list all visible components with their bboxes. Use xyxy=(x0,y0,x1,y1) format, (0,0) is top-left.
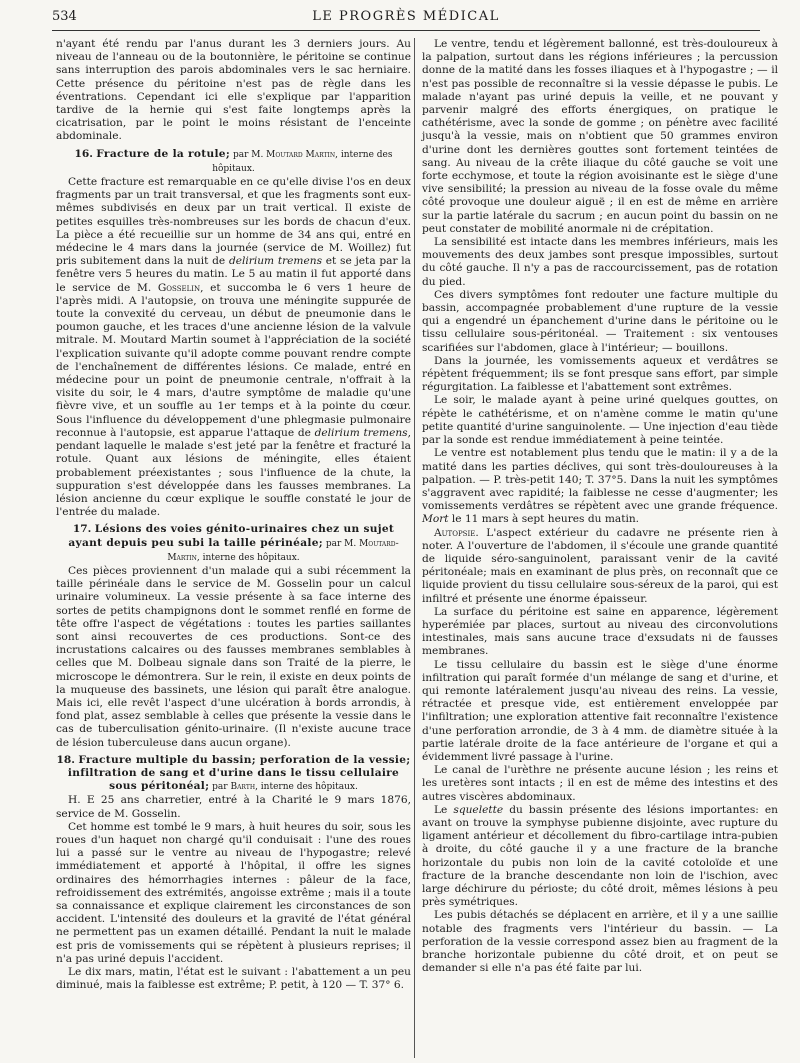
section-title: Fracture multiple du bassin; perforation de la vessie; infiltration de sang et d'urine dans le tissu cellulaire sous péritonéal; xyxy=(67,753,411,793)
paragraph: Ces divers symptômes font redouter une facture multiple du bassin, accompagnée probablement d'une rupture de la vessie qui a engendré un épanchement d'urine dans le péritoine ou le tissu cellulaire sous-péritonéal. — Traitement : six ventouses scarifiées sur l'abdomen, glace à l'intérieur; — bouillons. xyxy=(422,288,778,354)
byline-prefix: par M. xyxy=(322,538,360,549)
byline-suffix: , interne des hôpitaux. xyxy=(196,552,300,563)
byline-suffix: , interne des hôpitaux. xyxy=(212,149,393,174)
byline-prefix: par xyxy=(209,782,231,793)
section-number: 16. xyxy=(74,147,93,160)
text-run: et se jeta par la fenêtre vers 5 heures du matin. Le 5 au matin il fut apporté dans le service de M. xyxy=(56,255,411,294)
section-heading-16 xyxy=(56,148,411,176)
emphasis: squelette xyxy=(453,803,504,816)
paragraph: H. E 25 ans charretier, entré à la Charité le 9 mars 1876, service de M. Gosselin. xyxy=(56,794,411,820)
right-column xyxy=(422,38,778,975)
text-run: du bassin présente des lésions importantes: en avant on trouve la symphyse pubienne disjointe, avec rupture du ligament antérieur et décollement du fibro-cartilage intra-pubien à droite, du côté gauche il y a une fracture de la branche horizontale du pubis non loin de la cavité cotoloïde et une fracture de la branche descendante non loin de l'ischion, avec large déchirure du périoste; du côté droit, mêmes lésions à peu près symétriques. xyxy=(422,803,778,909)
paragraph: Le ventre, tendu et légèrement ballonné, est très-douloureux à la palpation, surtout dans les régions inférieures ; la percussion donne de la matité dans les fosses iliaques et à l'hypogastre ; — il n'est pas possible de reconnaître si la vessie dépasse le pubis. Le malade n'ayant pas uriné depuis la veille, et ne pouvant y parvenir malgré des efforts énergiques, on pratique le cathétérisme, avec la sonde de gomme ; on pénètre avec facilité jusqu'à la vessie, mais on n'obtient que 50 grammes environ d'urine dont les dernières gouttes sont fortement teintées de sang. Au niveau de la crête iliaque du côté gauche se voit une forte ecchymose, et toute la région avoisinante est le siège d'une vive sensibilité; la pression au niveau de la fosse ovale du même côté provoque une douleur aiguë ; il en est de même en arrière sur la partie latérale du sacrum ; en aucun point du bassin on ne peut constater de mobilité anormale ni de crépitation. xyxy=(422,38,778,235)
left-column xyxy=(56,38,411,992)
author-name: Moutard-Martin xyxy=(167,538,399,563)
byline-suffix: , interne des hôpitaux. xyxy=(255,782,358,793)
section-title: Lésions des voies génito-urinaires chez un sujet ayant depuis peu subi la taille périnéale; xyxy=(68,523,395,549)
section-number: 18. xyxy=(56,753,75,766)
text-run: le 11 mars à sept heures du matin. xyxy=(448,513,640,526)
section-title: Fracture de la rotule; xyxy=(96,147,231,160)
autopsy-label: Autopsie. xyxy=(434,526,479,539)
column-divider xyxy=(414,38,415,1058)
text-run: L'aspect extérieur du cadavre ne présente rien à noter. A l'ouverture de l'abdomen, il s'écoule une grande quantité de liquide séro-sanguinolent, paraissant venir de la cavité péritonéale; mais en examinant de plus près, on reconnaît que ce liquide provient du tissu cellulaire sous-séreux de la paroi, qui est infiltré et présente une énorme épaisseur. xyxy=(422,526,778,605)
emphasis: Mort xyxy=(422,513,449,526)
author-name: Moutard Martin xyxy=(266,149,336,160)
paragraph: Le canal de l'urèthre ne présente aucune lésion ; les reins et les uretères sont intacts ; il en est de même des intestins et des autres viscères abdominaux. xyxy=(422,764,778,803)
paragraph: Cet homme est tombé le 9 mars, à huit heures du soir, sous les roues d'un haquet non chargé qu'il conduisait : l'une des roues lui a passé sur le ventre au niveau de l'hypogastre; relevé immédiatement et apporté à l'hôpital, il offre les signes ordinaires des hémorrhagies internes : pâleur de la face, refroidissement des extrémités, angoisse extrême ; mais il a toute sa connaissance et explique clairement les circonstances de son accident. L'intensité des douleurs et la gravité de l'état général ne permettent pas un examen détaillé. Pendant la nuit le malade est pris de vomissements qui se répètent à plusieurs reprises; il n'a pas uriné depuis l'accident. xyxy=(56,820,411,965)
paragraph: Dans la journée, les vomissements aqueux et verdâtres se répètent fréquemment; ils se font presque sans effort, par simple régurgitation. La faiblesse et l'abattement sont extrêmes. xyxy=(422,354,778,394)
text-run: , et succomba le 6 vers 1 heure de l'après midi. A l'autopsie, on trouva une méningite suppurée de toute la convexité du cerveau, un début de pneumonie dans le poumon gauche, et les traces d'une ancienne lésion de la valvule mitrale. M. Moutard Martin soumet à l'appréciation de la société l'explication suivante qu'il adopte comme pouvant rendre compte de l'enchaînement de différentes lésions. Ce malade, entré en médecine pour un point de pneumonie centrale, n'offrait à la visite du soir, le 4 mars, d'autre symptôme de maladie qu'une fièvre vive, et un souffle au 1er temps et à la pointe du cœur. Sous l'influence du développement d'une phlegmasie pulmonaire reconnue à l'autopsie, est apparue l'attaque de xyxy=(56,281,411,439)
text-run: Cette fracture est remarquable en ce qu'elle divise l'os en deux fragments par un trait transversal, et que les fragments sont eux-mêmes subdivisés en deux par un trait vertical. Il existe de petites esquilles très-nombreuses sur les bords de chacun d'eux. La pièce a été recueillie sur un homme de 34 ans qui, entré en médecine le 4 mars dans la journée (service de M. Woillez) fut pris subitement dans la nuit de xyxy=(56,176,411,268)
byline-prefix: par M. xyxy=(230,149,267,160)
paragraph: La sensibilité est intacte dans les membres inférieurs, mais les mouvements des deux jambes sont presque impossibles, surtout du côté gauche. Il n'y a pas de raccourcissement, pas de rotation du pied. xyxy=(422,236,778,288)
paragraph: Le soir, le malade ayant à peine uriné quelques gouttes, on répète le cathétérisme, et on n'amène comme le matin qu'une petite quantité d'urine sanguinolente. — Une injection d'eau tiède par la sonde est rendue immédiatement à peine teintée. xyxy=(422,394,778,447)
emphasis: delirium tremens xyxy=(228,255,323,268)
paragraph: Le tissu cellulaire du bassin est le siège d'une énorme infiltration qui paraît formée d'un mélange de sang et d'urine, et qui remonte latéralement jusqu'au niveau des reins. La vessie, rétractée et presque vide, est entièrement enveloppée par l'infiltration; une exploration attentive fait reconnaître l'existence d'une perforation arrondie, de 3 à 4 mm. de diamètre située à la partie latérale droite de la face antérieure de l'organe et qui a évidemment livré passage à l'urine. xyxy=(422,658,778,763)
paragraph: La surface du péritoine est saine en apparence, légèrement hyperémiée par places, surtout au niveau des circonvolutions intestinales, mais sans aucune trace d'exsudats ni de fausses membranes. xyxy=(422,605,778,658)
author-name: Gosselin xyxy=(157,281,201,294)
paragraph xyxy=(422,527,778,606)
paragraph: n'ayant été rendu par l'anus durant les 3 derniers jours. Au niveau de l'anneau ou de la boutonnière, le péritoine se continue sans interruption des parois abdominales vers le sac herniaire. Cette présence du péritoine n'est pas de règle dans les éventrations. Cependant ici elle s'explique par l'apparition tardive de la hernie qui s'est faite longtemps après la cicatrisation, par le point le moins résistant de l'enceinte abdominale. xyxy=(56,38,411,143)
text-run: Le xyxy=(434,803,454,816)
emphasis: delirium tremens xyxy=(314,426,408,439)
paragraph xyxy=(422,447,778,526)
paragraph: Ces pièces proviennent d'un malade qui a subi récemment la taille périnéale dans le service de M. Gosselin pour un calcul urinaire volumineux. La vessie présente à sa face interne des sortes de petits champignons dont le sommet renflé en forme de tête offre l'aspect de végétations : toutes les parties saillantes sont ainsi recouvertes de ces productions. Sont-ce des incrustations calcaires ou des fausses membranes semblables à celles que M. Dolbeau signale dans son Traité de la pierre, le microscope le démontrera. Sur le rein, il existe en deux points de la muqueuse des bassinets, une lésion qui paraît être analogue. Mais ici, elle revêt l'aspect d'une ulcération à bords arrondis, à fond plat, assez semblable à celles que présente la vessie dans le cas de tuberculisation génito-urinaire. (Il n'existe aucune trace de lésion tuberculeuse dans aucun organe). xyxy=(56,564,411,749)
paragraph: Le dix mars, matin, l'état est le suivant : l'abattement a un peu diminué, mais la faiblesse est extrême; P. petit, à 120 — T. 37° 6. xyxy=(56,966,411,992)
paragraph xyxy=(56,176,411,519)
section-heading-17 xyxy=(56,523,411,565)
author-name: Barth xyxy=(230,782,256,793)
running-title: LE PROGRÈS MÉDICAL xyxy=(312,9,500,24)
page-header xyxy=(52,6,760,31)
text-run: , pendant laquelle le malade s'est jeté par la fenêtre et fracturé la rotule. Quant aux lésions de méningite, elles étaient probablement préexistantes ; sous l'influence de la chute, la suppuration s'est développée dans les fausses membranes. La lésion ancienne du cœur explique le souffle constaté le jour de l'entrée du malade. xyxy=(56,426,411,519)
text-run: Le ventre est notablement plus tendu que le matin: il y a de la matité dans les parties déclives, qui sont très-douloureuses à la palpation. — P. très-petit 140; T. 37°5. Dans la nuit les symptômes s'aggravent avec rapidité; la faiblesse ne cesse d'augmenter; les vomissements verdâtres se répètent avec une grande fréquence. xyxy=(422,447,778,513)
section-heading-18 xyxy=(56,754,411,795)
section-number: 17. xyxy=(72,523,92,536)
paragraph xyxy=(422,804,778,910)
page-number: 534 xyxy=(52,9,77,24)
paragraph: Les pubis détachés se déplacent en arrière, et il y a une saillie notable des fragments vers l'intérieur du bassin. — La perforation de la vessie correspond assez bien au fragment de la branche horizontale pubienne du côté droit, et on peut se demander si elle n'a pas été faite par lui. xyxy=(422,909,778,975)
